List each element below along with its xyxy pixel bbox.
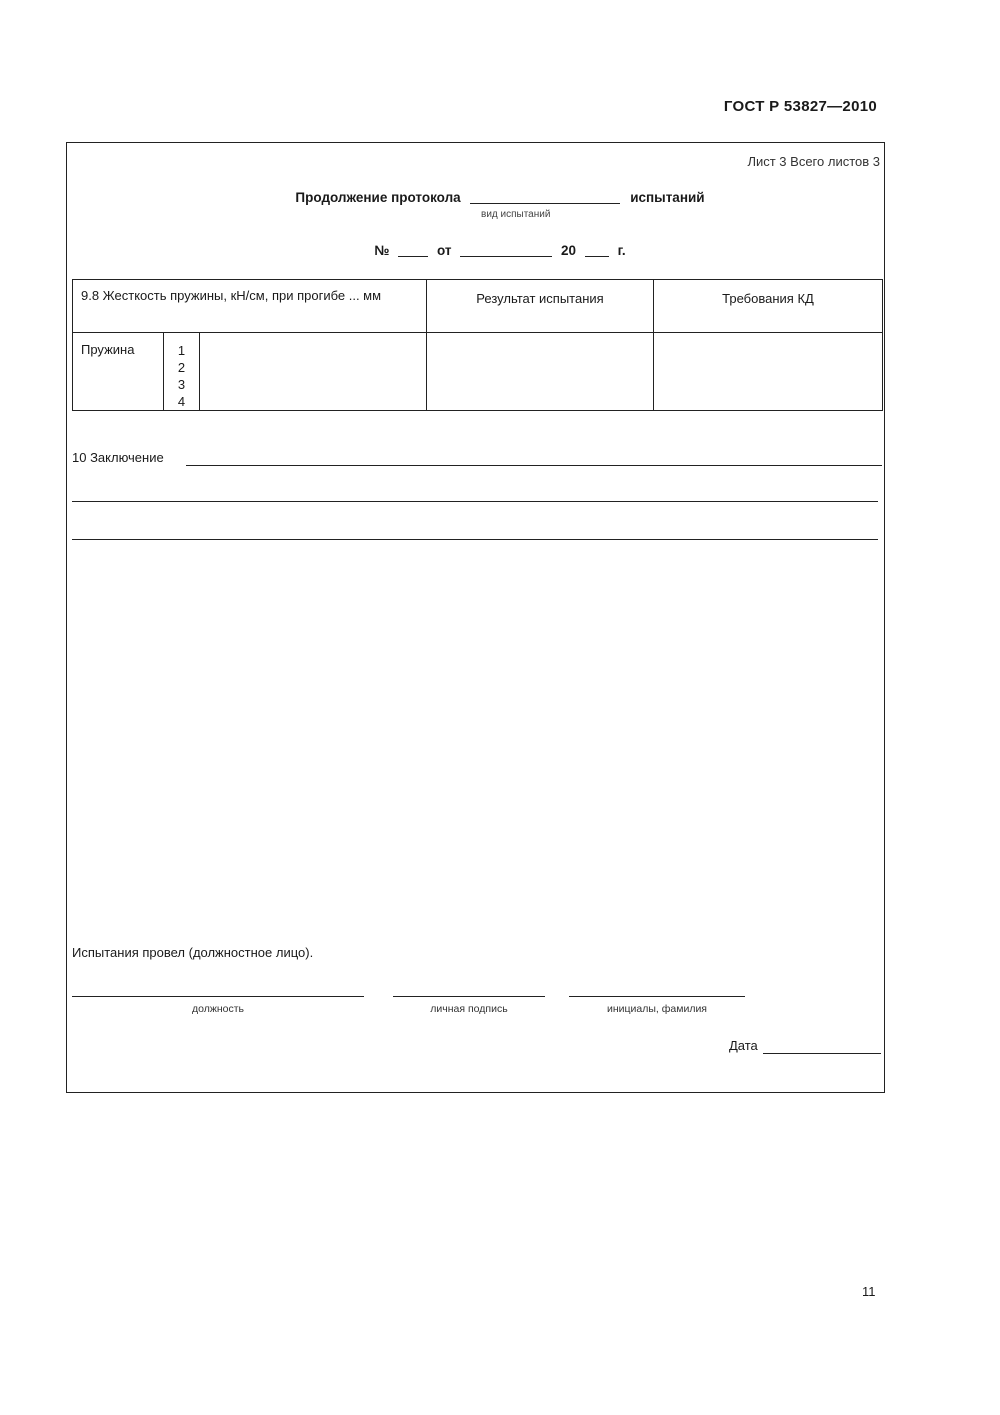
conclusion-label: 10 Заключение	[72, 450, 164, 465]
year-blank[interactable]	[585, 255, 609, 257]
name-caption: инициалы, фамилия	[607, 1003, 707, 1015]
protocol-number-line	[0, 243, 1000, 258]
protocol-title-left: Продолжение протокола	[295, 190, 461, 205]
test-type-blank[interactable]	[470, 202, 620, 204]
number-blank[interactable]	[398, 255, 428, 257]
spring-index: 4	[177, 394, 186, 409]
number-label: №	[374, 243, 390, 258]
protocol-title	[0, 190, 1000, 205]
page-number: 11	[862, 1284, 876, 1299]
spring-index: 2	[177, 360, 186, 375]
name-line[interactable]	[569, 995, 745, 997]
table-header-row	[73, 280, 883, 333]
signature-line[interactable]	[393, 995, 545, 997]
result-header: Результат испытания	[427, 280, 654, 333]
date-blank[interactable]	[460, 255, 552, 257]
conclusion-line-3[interactable]	[72, 538, 878, 540]
spring-index: 3	[177, 377, 186, 392]
conclusion-line-2[interactable]	[72, 500, 878, 502]
year-suffix: г.	[617, 243, 626, 258]
conducted-by-label: Испытания провел (должностное лицо).	[72, 945, 314, 960]
signature-caption: личная подпись	[430, 1003, 508, 1015]
standard-number: ГОСТ Р 53827—2010	[723, 98, 877, 115]
year-label: 20	[561, 243, 577, 258]
spring-stiffness-table	[72, 279, 883, 411]
test-type-caption: вид испытаний	[481, 209, 551, 220]
sheet-counter: Лист 3 Всего листов 3	[747, 154, 880, 169]
stiffness-value-cell[interactable]	[200, 333, 427, 411]
from-label: от	[436, 243, 452, 258]
position-caption: должность	[191, 1003, 245, 1015]
requirements-value-cell[interactable]	[654, 333, 883, 411]
date-label: Дата	[729, 1038, 758, 1053]
date-line[interactable]	[763, 1052, 881, 1054]
requirements-header: Требования КД	[654, 280, 883, 333]
result-value-cell[interactable]	[427, 333, 654, 411]
table-row	[73, 333, 883, 411]
position-line[interactable]	[72, 995, 364, 997]
spring-label: Пружина	[73, 333, 164, 411]
spring-index: 1	[177, 343, 186, 358]
stiffness-header: 9.8 Жесткость пружины, кН/см, при прогибе ... мм	[73, 280, 427, 333]
spring-indices	[164, 333, 200, 411]
protocol-title-right: испытаний	[630, 190, 705, 205]
conclusion-line-1[interactable]	[186, 464, 882, 466]
